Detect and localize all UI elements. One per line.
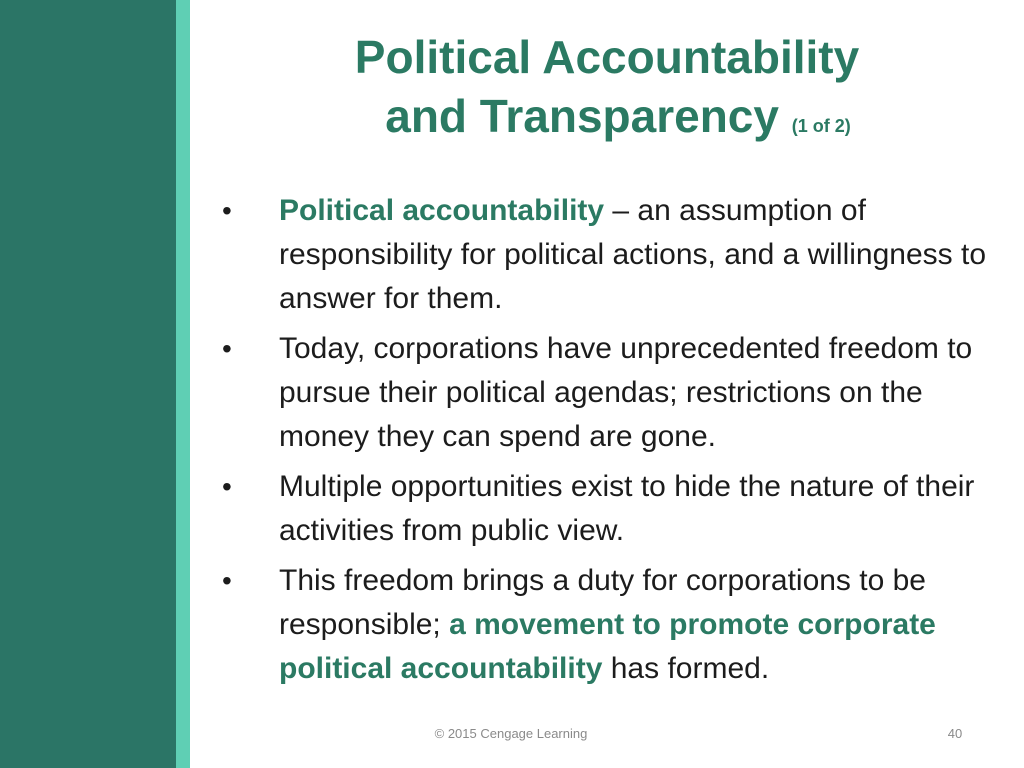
accent-stripe xyxy=(176,0,190,768)
bullet-item-accountability-movement xyxy=(222,559,1002,691)
bullet-item-corporate-freedom xyxy=(222,327,1002,459)
bullet-item-hidden-activities xyxy=(222,465,1002,553)
slide-content xyxy=(222,189,1002,697)
slide-title xyxy=(190,28,1024,156)
bullet-text: Multiple opportunities exist to hide the nature of their activities from public view. xyxy=(279,470,975,547)
term-political-accountability: Political accountability xyxy=(279,194,605,227)
highlight-accountability-movement: a movement to promote corporate political accountability xyxy=(279,608,936,685)
title-line-2-text: and Transparency xyxy=(385,90,779,142)
title-line-1: Political Accountability xyxy=(354,31,860,83)
bullet-list xyxy=(222,189,1002,691)
left-decorative-band xyxy=(0,0,176,768)
footer-copyright: © 2015 Cengage Learning xyxy=(434,726,588,741)
bullet-text: This freedom brings a duty for corporations to be responsible; xyxy=(279,564,926,641)
title-part-indicator: (1 of 2) xyxy=(791,116,851,136)
bullet-item-political-accountability xyxy=(222,189,1002,321)
bullet-text: Today, corporations have unprecedented freedom to pursue their political agendas; restrictions on the money they can spend are gone. xyxy=(279,332,973,453)
title-line-2 xyxy=(212,87,1024,156)
bullet-text: – an assumption of responsibility for political actions, and a willingness to answer for them. xyxy=(279,194,987,315)
bullet-text-end: has formed. xyxy=(602,652,770,685)
page-number: 40 xyxy=(947,726,963,741)
